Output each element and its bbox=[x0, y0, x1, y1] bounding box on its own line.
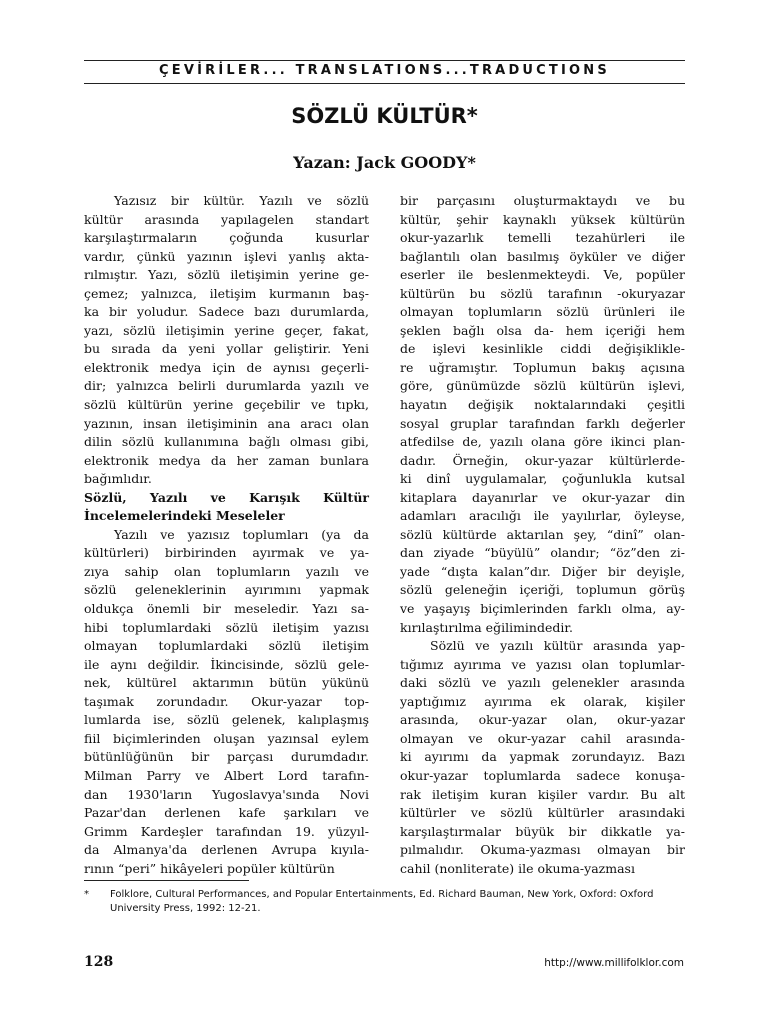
body-text-line: Sözlü ve yazılı kültür arasında yap- bbox=[430, 638, 685, 654]
body-text-line: cahil (nonliterate) ile okuma-yazması bbox=[400, 860, 635, 876]
body-text-line: bu sırada da yeni yollar geliştirir. Yeni bbox=[84, 341, 369, 357]
body-text-line: pılmalıdır. Okuma-yazması olmayan bir bbox=[400, 842, 685, 858]
body-text-line: sözlü kültürün yerine geçebilir ve tıpkı, bbox=[84, 397, 369, 413]
right-column bbox=[400, 192, 685, 878]
body-text-line: Pazar'dan derlenen kafe şarkıları ve bbox=[84, 805, 369, 821]
left-column bbox=[84, 192, 369, 878]
body-text-line: arasında, okur-yazar olan, okur-yazar bbox=[400, 712, 685, 728]
body-text-line: Milman Parry ve Albert Lord tarafın- bbox=[84, 767, 369, 783]
body-text-line: dadır. Örneğin, okur-yazar kültürlerde- bbox=[400, 452, 685, 468]
body-text-line: sözlü kültürde aktarılan şey, “dinî” olan- bbox=[400, 526, 685, 542]
body-text-line: eserler ile beslenmekteydi. Ve, popüler bbox=[400, 267, 685, 283]
body-text-line: Yazısız bir kültür. Yazılı ve sözlü bbox=[114, 193, 369, 208]
body-text-line: bağlantılı olan basılmış öyküler ve diğer bbox=[400, 248, 685, 264]
body-text-line: çemez; yalnızca, iletişim kurmanın baş- bbox=[84, 285, 369, 301]
body-text-line: hayatın değişik noktalarındaki çeşitli bbox=[400, 397, 685, 413]
body-text-line: dilin sözlü kullanımına bağlı olması gibi, bbox=[84, 434, 369, 450]
body-text-line: hibi toplumlardaki sözlü iletişim yazısı bbox=[84, 619, 369, 635]
body-text-line: sözlü geleneklerinin ayırımını yapmak bbox=[84, 582, 369, 598]
body-text-line: kırılaştırılma eğilimindedir. bbox=[400, 619, 573, 635]
header-bottom-rule bbox=[84, 83, 685, 84]
body-text-line: olmayan toplumların sözlü ürünleri ile bbox=[400, 304, 685, 320]
body-text-line: bütünlüğünün bir parçası durumdadır. bbox=[84, 749, 369, 765]
body-text-line: yaptığımız ayırıma ek olarak, kişiler bbox=[400, 693, 685, 709]
page-number: 128 bbox=[84, 954, 114, 970]
body-text-line: rılmıştır. Yazı, sözlü iletişimin yerine ge- bbox=[84, 267, 369, 283]
body-text-line: taşımak zorundadır. Okur-yazar top- bbox=[84, 693, 369, 709]
body-text-line: okur-yazarlık temelli tezahürleri ile bbox=[400, 230, 685, 246]
body-text-line: Grimm Kardeşler tarafından 19. yüzyıl- bbox=[84, 823, 369, 839]
article-author: Yazan: Jack GOODY* bbox=[293, 153, 476, 172]
body-text-line: da Almanya'da derlenen Avrupa kıyıla- bbox=[84, 842, 369, 858]
body-text-line: kültürleri) birbirinden ayırmak ve ya- bbox=[84, 545, 369, 561]
footnote-rule bbox=[84, 880, 249, 881]
section-header: ÇEVİRİLER... TRANSLATIONS...TRADUCTIONS bbox=[159, 63, 610, 78]
body-text-line: adamları aracılığı ile yayılırlar, öyleyse, bbox=[400, 508, 685, 524]
body-text-line: vardır, çünkü yazının işlevi yanlış akta- bbox=[84, 248, 369, 264]
body-text-line: kitaplara dayanırlar ve okur-yazar din bbox=[400, 489, 685, 505]
body-text-line: yazının, insan iletişiminin ana aracı olan bbox=[84, 415, 369, 431]
body-text-line: yade “dışta kalan”dır. Diğer bir deyişle, bbox=[400, 563, 685, 579]
body-text-line: karşılaştırmalar büyük bir dikkatle ya- bbox=[400, 823, 685, 839]
body-text-line: re uğramıştır. Toplumun bakış açısına bbox=[400, 359, 685, 375]
footnote-text: Folklore, Cultural Performances, and Popular Entertainments, Ed. Richard Bauman, New York, Oxford: Oxford University Press, 1992: 12-21. bbox=[110, 889, 654, 914]
body-text-line: oldukça önemli bir meseledir. Yazı sa- bbox=[84, 601, 369, 617]
body-text-line: ki dinî uygulamalar, çoğunlukla kutsal bbox=[400, 471, 685, 487]
body-text-line: nek, kültürel aktarımın bütün yükünü bbox=[84, 675, 369, 691]
body-text-line: rının “peri” hikâyeleri popüler kültürün bbox=[84, 860, 335, 876]
subheading-line: Sözlü, Yazılı ve Karışık Kültür bbox=[84, 489, 369, 505]
body-text-line: yazı, sözlü iletişimin yerine geçer, fakat, bbox=[84, 322, 369, 338]
body-text-line: bağımlıdır. bbox=[84, 471, 152, 487]
body-text-line: dir; yalnızca belirli durumlarda yazılı ve bbox=[84, 378, 369, 394]
body-text-line: göre, günümüzde sözlü kültürün işlevi, bbox=[400, 378, 685, 394]
body-text-line: lumlarda ise, sözlü gelenek, kalıplaşmış bbox=[84, 712, 369, 728]
header-top-rule bbox=[84, 60, 685, 61]
body-text-line: olmayan toplumlardaki sözlü iletişim bbox=[84, 638, 369, 654]
body-text-line: rak iletişim kuran kişiler vardır. Bu alt bbox=[400, 786, 685, 802]
body-text-line: elektronik medya için de aynısı geçerli- bbox=[84, 359, 369, 375]
body-text-line: şeklen bağlı olsa da- hem içeriği hem bbox=[400, 322, 685, 338]
website-link[interactable]: http://www.millifolklor.com bbox=[544, 957, 684, 969]
body-text-line: sosyal gruplar tarafından farklı değerler bbox=[400, 415, 685, 431]
body-text-line: zıya sahip olan toplumların yazılı ve bbox=[84, 563, 369, 579]
body-text-line: kültürler ve sözlü kültürler arasındaki bbox=[400, 805, 685, 821]
article-title: SÖZLÜ KÜLTÜR* bbox=[291, 104, 478, 128]
body-text-line: daki sözlü ve yazılı gelenekler arasında bbox=[400, 675, 685, 691]
body-text-line: kültür arasında yapılagelen standart bbox=[84, 211, 369, 227]
body-text-line: bir parçasını oluşturmaktaydı ve bu bbox=[400, 193, 685, 208]
body-text-line: ve yaşayış biçimlerinden farklı olma, ay- bbox=[400, 601, 685, 617]
body-text-line: tığımız ayırıma ve yazısı olan toplumlar- bbox=[400, 656, 685, 672]
body-text-line: elektronik medya da her zaman bunlara bbox=[84, 452, 369, 468]
body-text-line: kültür, şehir kaynaklı yüksek kültürün bbox=[400, 211, 685, 227]
body-text-line: Yazılı ve yazısız toplumları (ya da bbox=[114, 526, 369, 542]
body-text-line: dan ziyade “büyülü” olandır; “öz”den zi- bbox=[400, 545, 685, 561]
body-text-line: atfedilse de, yazılı olana göre ikinci plan- bbox=[400, 434, 685, 450]
body-text-line: dan 1930'ların Yugoslavya'sında Novi bbox=[84, 786, 369, 802]
body-text-line: ki ayırımı da yapmak zorundayız. Bazı bbox=[400, 749, 685, 765]
body-text-line: kültürün bu sözlü tarafının -okuryazar bbox=[400, 285, 685, 301]
body-text-line: sözlü geleneğin içeriği, toplumun görüş bbox=[400, 582, 685, 598]
body-text-line: ka bir yoludur. Sadece bazı durumlarda, bbox=[84, 304, 369, 320]
body-text-line: ile aynı değildir. İkincisinde, sözlü gele- bbox=[84, 656, 369, 672]
body-text-line: fiil biçimlerinden oluşan yazınsal eylem bbox=[84, 730, 369, 746]
body-text-line: olmayan ve okur-yazar cahil arasında- bbox=[400, 730, 685, 746]
body-text-line: de işlevi kesinlikle ciddi değişiklikle- bbox=[400, 341, 685, 357]
footnote-mark: * bbox=[84, 889, 89, 900]
subheading-line: İncelemelerindeki Meseleler bbox=[84, 508, 285, 524]
body-text-line: okur-yazar toplumlarda sadece konuşa- bbox=[400, 767, 685, 783]
footnote bbox=[84, 888, 685, 916]
body-text-line: karşılaştırmaların çoğunda kusurlar bbox=[84, 230, 369, 246]
